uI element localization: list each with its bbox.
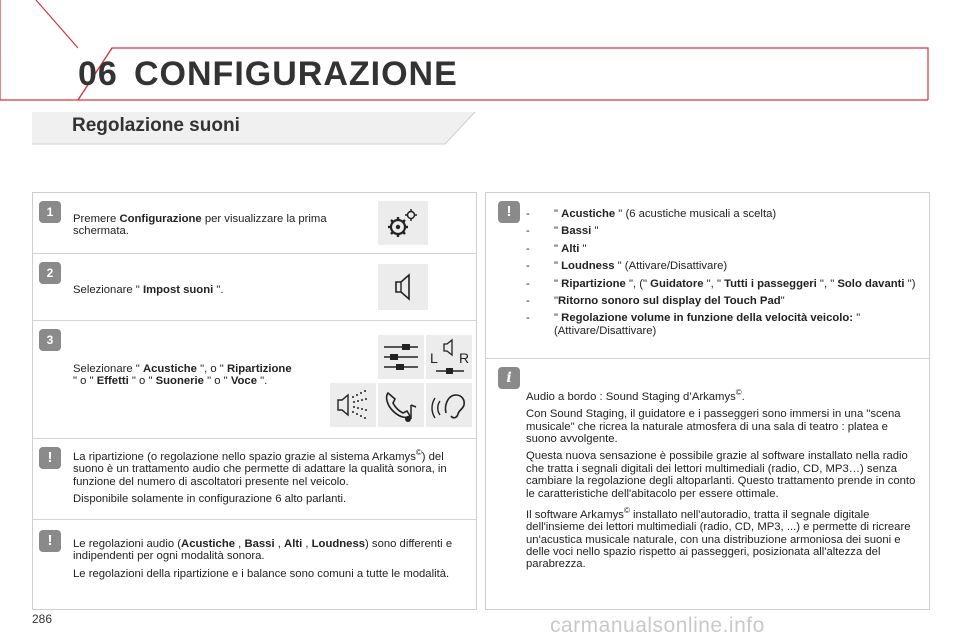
text-run: "	[780, 295, 785, 308]
bold-term: Suonerie	[155, 375, 204, 388]
balance-left-label: L	[430, 350, 438, 366]
info-icon: i	[498, 367, 520, 389]
paragraph	[73, 538, 453, 563]
chapter-title: CONFIGURAZIONE	[134, 55, 458, 93]
text-run: ")	[904, 277, 916, 290]
text-run: Con Sound Staging, il guidatore e i passeggeri sono immersi in una "scena musicale" che ricrea la naturale atmosfera di una sala di teatro : platea e suono avvolgente.	[526, 408, 901, 445]
text-run: "	[591, 225, 599, 238]
text-run: ", "	[816, 277, 838, 290]
text-run: " o "	[128, 375, 156, 388]
note-text	[73, 447, 453, 510]
sound-staging-note	[486, 359, 929, 608]
text-run: "	[554, 277, 562, 290]
step-3	[33, 321, 476, 439]
balance-lr-icon[interactable]	[426, 335, 472, 379]
bold-term: Acustiche	[561, 208, 616, 220]
text-run: ,	[302, 538, 312, 550]
bold-term: Alti	[284, 538, 303, 550]
text-run: ,	[274, 538, 285, 550]
steps-panel	[32, 192, 477, 610]
text-run: ,	[235, 538, 245, 550]
text-run: Questa nuova sensazione è possibile grazie al software installato nella radio che tratta i segnali digitali dei lettori multimediali (radio, CD, MP3…) senza cambiare la regolazione degli altoparlanti. Questo trattamento prende in conto le caratteristiche dell'abitacolo per essere ottimale.	[526, 450, 916, 500]
step-text	[73, 363, 295, 388]
balance-right-label: R	[459, 350, 470, 366]
step-text	[73, 213, 335, 238]
settings-gears-icon[interactable]	[378, 201, 428, 245]
text-run: " (Attivare/Disattivare)	[614, 260, 728, 273]
page-number: 286	[32, 612, 53, 626]
bold-term: Acustiche	[181, 538, 236, 550]
list-item	[526, 260, 916, 272]
list-item	[526, 208, 916, 220]
paragraph	[526, 505, 918, 571]
list-item	[526, 243, 916, 255]
text-run: per visualizzare la prima schermata.	[73, 213, 327, 238]
bold-term: Ripartizione	[561, 277, 626, 290]
list-item	[526, 295, 916, 307]
text-run: "	[554, 225, 562, 238]
watermark: carmanualsonline.info	[550, 614, 765, 637]
details-panel	[485, 192, 930, 610]
warning-icon: !	[39, 447, 61, 469]
text-run: ", o "	[196, 363, 227, 375]
section-title: Regolazione suoni	[72, 115, 240, 136]
warning-icon: !	[498, 201, 520, 223]
text-run: ", ("	[625, 277, 651, 290]
step-badge: 1	[39, 201, 61, 223]
list-dash: -	[526, 277, 530, 290]
bold-term: Bassi	[561, 225, 592, 238]
step-text	[73, 284, 335, 296]
step-badge: 2	[39, 262, 61, 284]
ringtone-icon[interactable]	[378, 383, 424, 427]
text-run: Le regolazioni della ripartizione e i balance sono comuni a tutte le modalità.	[73, 567, 450, 580]
text-run: Il software Arkamys	[526, 508, 624, 521]
bold-term: Bassi	[244, 538, 275, 550]
bold-term: Solo davanti	[837, 277, 905, 290]
text-run: .	[741, 390, 745, 403]
copyright-mark: ©	[415, 448, 422, 457]
bold-term: Acustiche	[142, 363, 197, 375]
text-run: Premere	[73, 213, 120, 225]
text-run: Audio a bordo : Sound Staging d’Arkamys	[526, 390, 736, 403]
warning-icon: !	[39, 530, 61, 552]
text-run: Selezionare "	[73, 363, 143, 375]
bold-term: Configurazione	[119, 213, 202, 225]
paragraph	[526, 450, 918, 500]
list-item	[526, 225, 916, 237]
text-run: "	[554, 295, 559, 308]
info-text	[526, 387, 918, 576]
options-list	[526, 208, 916, 342]
text-run: Le regolazioni audio (	[73, 538, 182, 550]
text-run: " o "	[73, 375, 97, 388]
paragraph	[73, 568, 453, 580]
list-item	[526, 278, 916, 290]
list-dash: -	[526, 242, 530, 255]
bold-term: Tutti i passeggeri	[724, 277, 817, 290]
text-run: Selezionare "	[73, 284, 143, 296]
list-dash: -	[526, 208, 530, 220]
paragraph	[73, 447, 453, 488]
paragraph	[73, 493, 453, 505]
step-badge: 3	[39, 329, 61, 351]
sound-effects-icon[interactable]	[330, 383, 376, 427]
text-run: "	[554, 260, 562, 273]
list-dash: -	[526, 295, 530, 308]
equalizer-icon[interactable]	[378, 335, 424, 379]
list-dash: -	[526, 312, 530, 325]
bold-term: Ritorno sonoro sul display del Touch Pad	[558, 295, 781, 308]
bold-term: Guidatore	[650, 277, 704, 290]
note-regolazioni	[33, 520, 476, 608]
copyright-mark: ©	[623, 506, 630, 516]
list-dash: -	[526, 225, 530, 238]
options-list-note	[486, 193, 929, 359]
bold-term: Effetti	[96, 375, 129, 388]
bold-term: Alti	[561, 242, 580, 255]
text-run: La ripartizione (o regolazione nello spazio grazie al sistema Arkamys	[73, 450, 416, 463]
paragraph	[526, 408, 918, 445]
text-run: ) sono differenti e indipendenti per ogni modalità sonora.	[73, 538, 453, 563]
text-run: "	[554, 312, 562, 325]
step-1	[33, 193, 476, 254]
text-run: "	[554, 208, 562, 220]
text-run: installato nell'autoradio, tratta il segnale digitale dell'insieme dei lettori multimediali (radio, CD, MP3, ...) e permette di ricreare un'acustica musicale naturale, con una distribuzione armoniosa dei suoni e delle voci nello spazio rispetto ai passeggeri, posizionata all'altezza del parabrezza.	[526, 508, 911, 571]
text-run: "	[579, 242, 587, 255]
step-2	[33, 254, 476, 321]
text-run: " (Attivare/Disattivare)	[554, 312, 861, 337]
text-run: ".	[213, 284, 224, 296]
chapter-number: 06	[78, 55, 118, 93]
text-run: "	[554, 242, 562, 255]
bold-term: Regolazione volume in funzione della velocità veicolo:	[561, 312, 854, 325]
text-run: ) del suono è un trattamento audio che permette di adattare la qualità sonora, in funzione del numero di ascoltatori presente nel veicolo.	[73, 450, 447, 488]
copyright-mark: ©	[735, 388, 742, 397]
bold-term: Voce	[230, 375, 257, 388]
list-item	[526, 312, 916, 337]
speaker-icon[interactable]	[378, 264, 428, 310]
list-dash: -	[526, 260, 530, 273]
bold-term: Loudness	[561, 260, 615, 273]
text-run: " o "	[203, 375, 231, 388]
note-text	[73, 538, 453, 585]
bold-term: Ripartizione	[226, 363, 292, 375]
text-run: Disponibile solamente in configurazione 6 alto parlanti.	[73, 492, 347, 505]
voice-icon[interactable]	[426, 383, 472, 427]
text-run: " (6 acustiche musicali a scelta)	[615, 208, 777, 220]
text-run: ".	[256, 375, 268, 388]
paragraph	[526, 387, 918, 403]
text-run: ", "	[703, 277, 725, 290]
bold-term: Impost suoni	[142, 284, 214, 296]
note-ripartizione	[33, 439, 476, 520]
bold-term: Loudness	[311, 538, 366, 550]
